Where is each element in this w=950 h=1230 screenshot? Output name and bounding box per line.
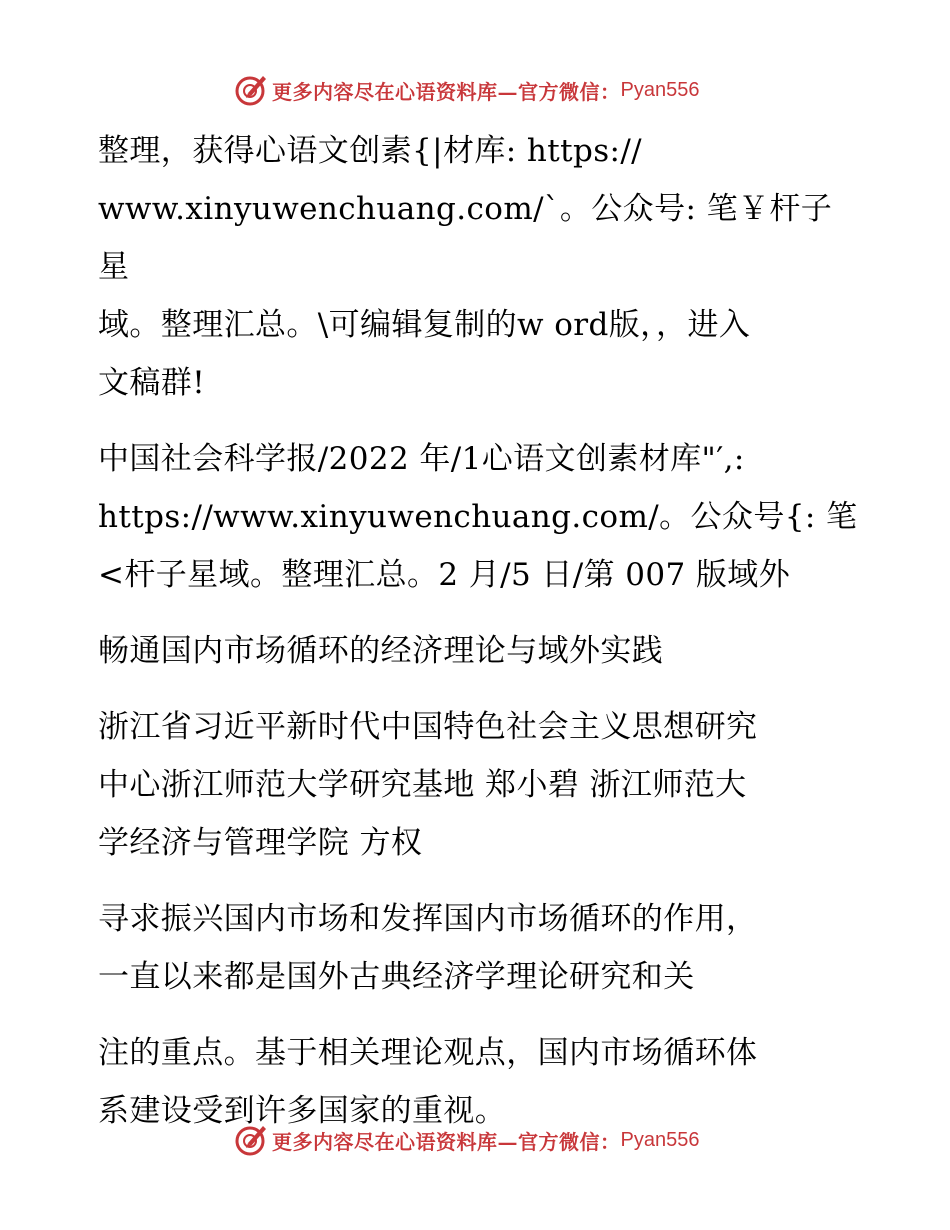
header-banner-text: 更多内容尽在心语资料库—官方微信： bbox=[272, 79, 621, 104]
footer-banner-contact: Pyan556 bbox=[620, 1128, 700, 1151]
article-authors: 浙江省习近平新时代中国特色社会主义思想研究 中心浙江师范大学研究基地 郑小碧 浙江师范大 学经济与管理学院 方权 bbox=[98, 709, 758, 861]
paragraph-source-note: 整理，获得心语文创素{|材库: https:// www.xinyuwenchuang.com/`。公众号: 笔￥杆子星 域。整理汇总。\可编辑复制的w ord版，，进入 文稿群! bbox=[98, 133, 833, 401]
paragraph-body-1: 寻求振兴国内市场和发挥国内市场循环的作用， 一直以来都是国外古典经济学理论研究和关 bbox=[98, 901, 758, 995]
paragraph-publication-info: 中国社会科学报/2022 年/1心语文创素材库"′,: https://www.xinyuwenchuang.com/。公众号{: 笔 <杆子星域。整理汇总。2 月/5 日/第 007 版域外 bbox=[98, 441, 858, 593]
pen-logo-icon bbox=[234, 1123, 268, 1157]
footer-banner-text: 更多内容尽在心语资料库—官方微信： bbox=[272, 1129, 621, 1154]
pen-logo-icon bbox=[234, 73, 268, 107]
document-body bbox=[98, 122, 858, 1158]
paragraph-body-2: 注的重点。基于相关理论观点，国内市场循环体 系建设受到许多国家的重视。 bbox=[98, 1035, 758, 1129]
article-title: 畅通国内市场循环的经济理论与域外实践 bbox=[98, 633, 664, 669]
header-banner-content bbox=[234, 70, 699, 110]
footer-banner-content bbox=[234, 1120, 699, 1160]
footer-banner bbox=[0, 1120, 950, 1160]
header-banner bbox=[0, 70, 950, 110]
header-banner-contact: Pyan556 bbox=[620, 78, 700, 101]
